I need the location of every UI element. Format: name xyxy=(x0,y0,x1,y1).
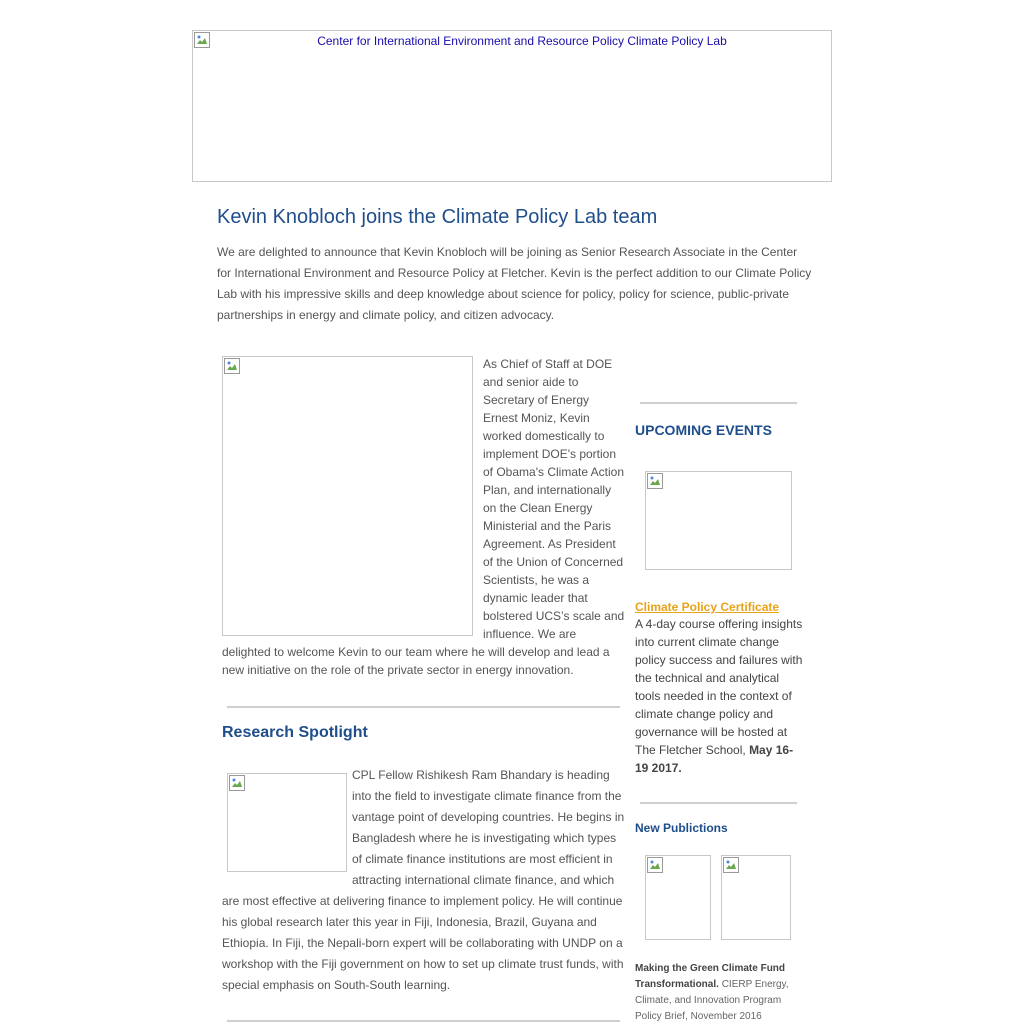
divider xyxy=(227,1020,620,1022)
kevin-photo xyxy=(222,356,473,636)
spotlight-title: Research Spotlight xyxy=(222,724,368,741)
banner-alt-text: Center for International Environment and Resource Policy Climate Policy Lab xyxy=(317,34,727,48)
publication-desc: CIERP Energy, Climate, and Innovation Program Policy Brief, November 2016 xyxy=(635,979,789,1022)
events-title: UPCOMING EVENTS xyxy=(635,422,772,438)
publication-cover-1[interactable] xyxy=(645,855,711,940)
spotlight-body: CPL Fellow Rishikesh Ram Bhandary is heading into the field to investigate climate finance from the vantage point of developing countries. He begins in Bangladesh where he is investigating which types of climate finance institutions are most efficient in attracting international climate finance, and which are most effective at delivering finance to implement policy. He will continue his global research later this year in Fiji, Indonesia, Brazil, Guyana and Ethiopia. In Fiji, the Nepali-born expert will be collaborating with UNDP on a workshop with the Fiji government on how to set up climate trust funds, with special emphasis on South-South learning. xyxy=(222,768,625,992)
event-description xyxy=(635,615,803,777)
divider xyxy=(640,402,797,404)
divider xyxy=(640,802,797,804)
event-desc-text: A 4-day course offering insights into current climate change policy success and failures with the technical and analytical tools needed in the context of climate change policy and governance will be hosted at The Fletcher School, xyxy=(635,617,803,757)
broken-image-icon xyxy=(647,473,663,489)
broken-image-icon xyxy=(723,857,739,873)
banner-image[interactable] xyxy=(192,30,832,182)
publication-cover-2[interactable] xyxy=(721,855,791,940)
article-headline: Kevin Knobloch joins the Climate Policy Lab team xyxy=(217,206,658,228)
event-date: May 16-19 2017. xyxy=(635,743,794,775)
feature-body: As Chief of Staff at DOE and senior aide to Secretary of Energy Ernest Moniz, Kevin worked domestically to implement DOE's portion of Obama's Climate Action Plan, and internationally on the Clean Energy Ministerial and the Paris Agreement. As President of the Union of Concerned Scientists, he was a dynamic leader that bolstered UCS’s scale and influence. We are delighted to welcome Kevin to our team where he will develop and lead a new initiative on the role of the private sector in energy innovation. xyxy=(222,357,625,677)
article-intro: We are delighted to announce that Kevin Knobloch will be joining as Senior Research Associate in the Center for International Environment and Resource Policy at Fletcher. Kevin is the perfect addition to our Climate Policy Lab with his impressive skills and deep knowledge about science for policy, policy for science, public-private partnerships in energy and climate policy, and citizen advocacy. xyxy=(217,245,812,322)
climate-policy-certificate-link[interactable]: Climate Policy Certificate xyxy=(635,600,780,614)
broken-image-icon xyxy=(229,775,245,791)
event-image xyxy=(645,471,792,570)
spotlight-section xyxy=(222,765,627,996)
publication-entry xyxy=(635,961,803,1025)
broken-image-icon xyxy=(647,857,663,873)
publications-title: New Publictions xyxy=(635,821,728,835)
divider xyxy=(227,706,620,708)
broken-image-icon xyxy=(224,358,240,374)
rishikesh-photo xyxy=(227,773,347,872)
broken-image-icon xyxy=(194,32,210,48)
feature-section xyxy=(222,355,626,679)
publication-title: Making the Green Climate Fund Transformational. xyxy=(635,963,786,990)
